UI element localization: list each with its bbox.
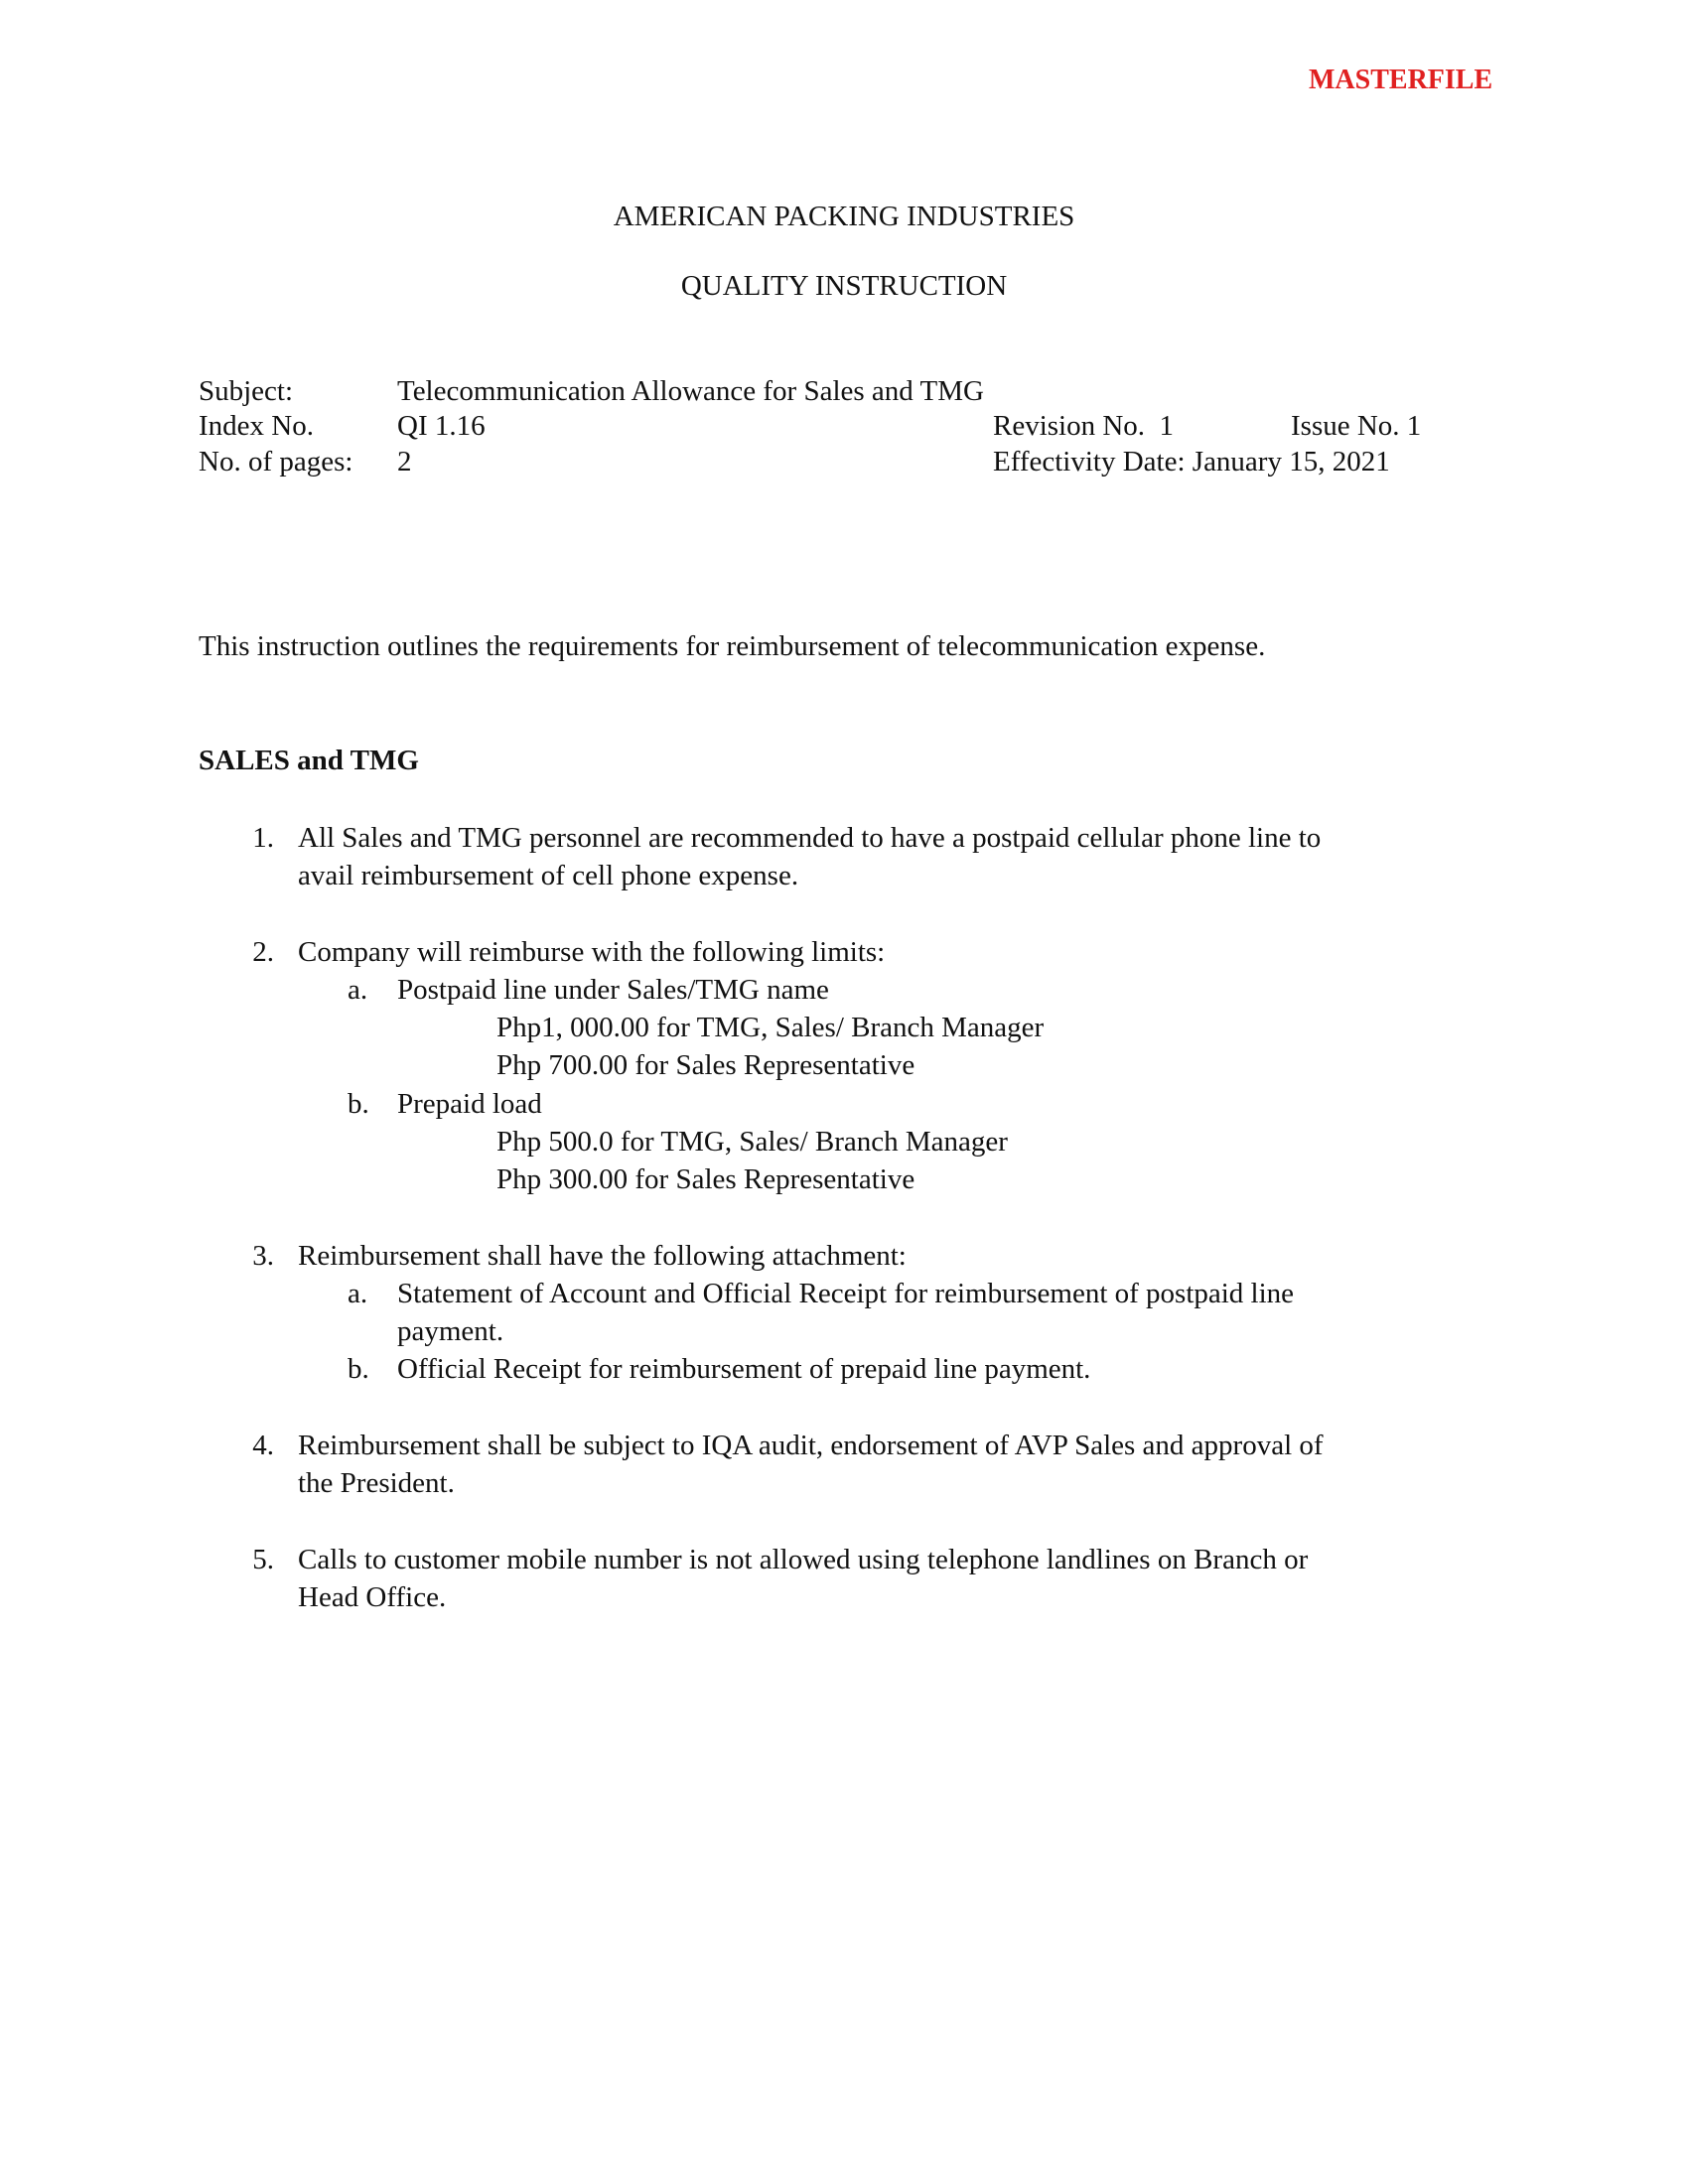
section-title: SALES and TMG — [199, 745, 419, 776]
limit-detail: Php 700.00 for Sales Representative — [496, 1049, 915, 1081]
intro-paragraph: This instruction outlines the requirements for reimbursement of telecommunication expense. — [199, 630, 1266, 662]
list-item-number: 1. — [252, 822, 274, 854]
sub-item-text: payment. — [397, 1315, 504, 1347]
company-name: AMERICAN PACKING INDUSTRIES — [613, 201, 1075, 232]
pages-value: 2 — [397, 446, 412, 478]
list-item-text: All Sales and TMG personnel are recommended to have a postpaid cellular phone line to — [298, 822, 1322, 854]
limit-detail: Php 300.00 for Sales Representative — [496, 1163, 915, 1195]
list-item-number: 4. — [252, 1430, 274, 1461]
masterfile-stamp: MASTERFILE — [1309, 65, 1493, 95]
sub-item-text: Prepaid load — [397, 1088, 542, 1120]
limit-detail: Php 500.0 for TMG, Sales/ Branch Manager — [496, 1126, 1008, 1158]
sub-item-letter: a. — [348, 974, 368, 1006]
subject-label: Subject: — [199, 375, 294, 407]
sub-item-text: Official Receipt for reimbursement of prepaid line payment. — [397, 1353, 1091, 1385]
list-item-text: Reimbursement shall have the following attachment: — [298, 1240, 907, 1272]
sub-item-letter: a. — [348, 1278, 368, 1309]
sub-item-text: Postpaid line under Sales/TMG name — [397, 974, 829, 1006]
limit-detail: Php1, 000.00 for TMG, Sales/ Branch Manager — [496, 1012, 1045, 1043]
pages-label: No. of pages: — [199, 446, 353, 478]
revision-number: Revision No. 1 — [993, 410, 1175, 442]
sub-item-letter: b. — [348, 1088, 369, 1120]
sub-item-letter: b. — [348, 1353, 369, 1385]
effectivity-date: Effectivity Date: January 15, 2021 — [993, 446, 1390, 478]
list-item-number: 3. — [252, 1240, 274, 1272]
index-value: QI 1.16 — [397, 410, 486, 442]
issue-number: Issue No. 1 — [1291, 410, 1422, 442]
list-item-number: 5. — [252, 1544, 274, 1575]
index-label: Index No. — [199, 410, 314, 442]
list-item-text: Head Office. — [298, 1581, 447, 1613]
list-item-number: 2. — [252, 936, 274, 968]
list-item-text: Company will reimburse with the following limits: — [298, 936, 886, 968]
sub-item-text: Statement of Account and Official Receipt for reimbursement of postpaid line — [397, 1278, 1295, 1309]
document-type: QUALITY INSTRUCTION — [680, 270, 1008, 302]
list-item-text: Reimbursement shall be subject to IQA audit, endorsement of AVP Sales and approval of — [298, 1430, 1324, 1461]
list-item-text: avail reimbursement of cell phone expense. — [298, 860, 799, 891]
list-item-text: Calls to customer mobile number is not allowed using telephone landlines on Branch or — [298, 1544, 1309, 1575]
list-item-text: the President. — [298, 1467, 455, 1499]
subject-value: Telecommunication Allowance for Sales and TMG — [397, 375, 984, 407]
